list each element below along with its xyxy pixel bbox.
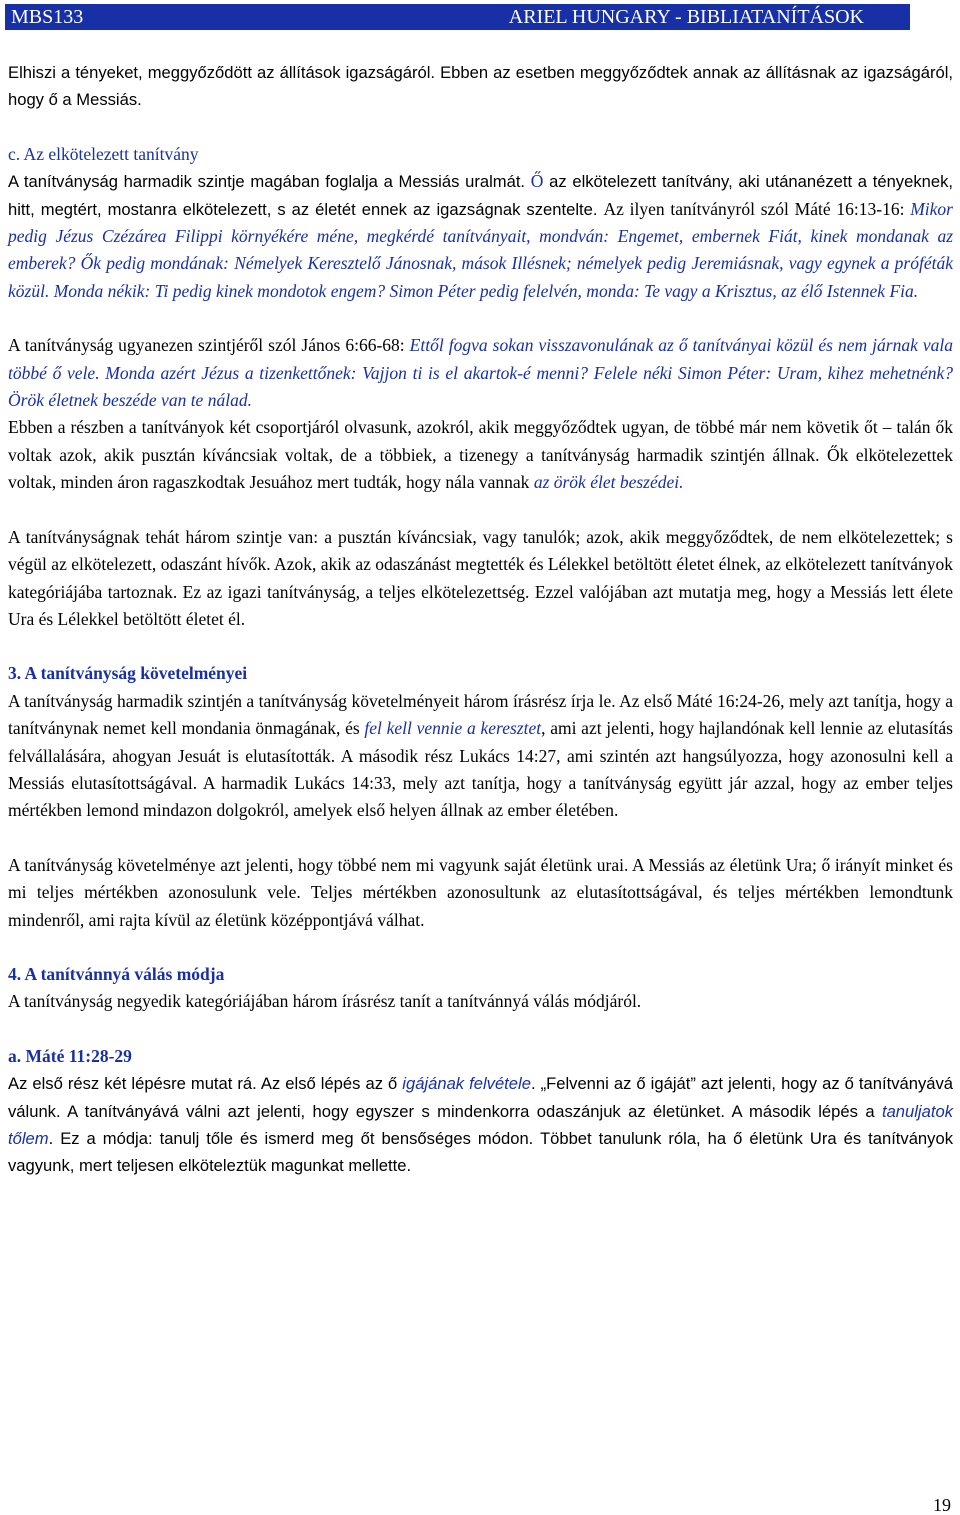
- p9-text-3: . Ez a módja: tanulj tőle és ismerd meg őt bensőséges módon. Többet tanulunk róla, ha ő életünk Ura és tanítványok vagyunk, mert teljesen elköteleztük magunkat mellette.: [8, 1129, 953, 1176]
- p3-quote: Ettől fogva sokan visszavonulának az ő tanítványai közül és nem járnak vala többé ő vele. Monda azért Jézus a tizenkettőnek: Vajjon ti is el akartok-é menni? Felele néki Simon Péter: Uram, kihez mehetnénk? Örök életnek beszéde van te nálad.: [8, 335, 953, 411]
- paragraph-3: [8, 332, 953, 414]
- paragraph-8: A tanítványság negyedik kategóriájában három írásrész tanít a tanítvánnyá válás módjáról.: [8, 991, 642, 1012]
- p2-text-2: Ő: [530, 171, 544, 192]
- p4-text-3: elkötelezettek voltak, minden áron ragaszkodtak Jesuához mert tudták, hogy nála vannak: [8, 444, 953, 493]
- paragraph-7: A tanítványság követelménye azt jelenti, hogy többé nem mi vagyunk saját életünk urai. A Messiás az életünk Ura; ő irányít minket és mi teljes mértékben azonosulunk vele. Teljes mértékben azonosultunk az elutasítottságával, és teljes mértékben lemondtunk mindenről, ami rajta kívül az életünk középpontjává válhat.: [8, 854, 953, 930]
- p6-text-2: , ami azt jelenti, hogy hajlandónak kell lennie az elutasítás felvállalására, ahogyan Jesuát is elutasították. A második rész Lukács 14:27, ami szintén azt hangsúlyozza, hogy azonosulni kell a Messiás elutasítottságával. A harmadik Lukács 14:33, mely azt tanítja, hogy a tanítványság együtt jár azzal, hogy az ember teljes mértékben lemond mindazon dolgokról, amelyek első helyen állnak az ember életében.: [8, 718, 953, 821]
- header-title: ARIEL HUNGARY - BIBLIATANÍTÁSOK: [508, 6, 864, 28]
- paragraph-1: Elhiszi a tényeket, meggyőződött az állítások igazságáról. Ebben az esetben meggyőződtek annak az állításnak az igazságáról, hogy ő a Messiás.: [8, 63, 953, 110]
- page-number: 19: [933, 1495, 951, 1515]
- page-header: [5, 4, 910, 30]
- p2-quote: Mikor pedig Jézus Czézárea Filippi környékére méne, megkérdé tanítványait, mondván: Engemet, embernek Fiát, kinek mondanak az emberek? Ők pedig mondának: Némelyek Keresztelő Jánosnak, mások Illésnek; némelyek pedig Jeremiásnak, vagy egynek a próféták közül. Monda nékik: Ti pedig kinek mondotok engem? Simon Péter pedig felelvén, monda: Te vagy a Krisztus, az élő Istennek Fia.: [8, 198, 953, 301]
- paragraph-4: [8, 414, 953, 496]
- p6-quote: fel kell vennie a keresztet: [364, 718, 542, 739]
- paragraph-2: [8, 168, 953, 305]
- p2-text-4: Az ilyen tanítványról szól Máté 16:13-16:: [603, 198, 911, 219]
- paragraph-9: [8, 1070, 953, 1180]
- paragraph-5: A tanítványságnak tehát három szintje van: a pusztán kíváncsiak, vagy tanulók; azok, akik meggyőződtek, de nem elkötelezettek; s végül az elkötelezett, odaszánt hívők. Azok, akik az odaszánást megtették és Lélekkel betöltött életet élnek, az elkötelezett tanítványok kategóriájába tartoznak. Ez az igazi tanítványság, a teljes elkötelezettség. Ezzel valójában azt mutatja meg, hogy a Messiás lett élete Ura és Lélekkel betöltött életet él.: [8, 526, 953, 629]
- p2-text-3: az elkötelezett tanítvány, aki utánanézett a tényeknek, hitt, megtért, mostanra elkötelezett, s az életét ennek az igazságnak szentelte.: [8, 172, 953, 219]
- heading-4: 4. A tanítvánnyá válás módja: [8, 963, 225, 984]
- p9-quote-2: tanuljatok tőlem: [8, 1101, 953, 1148]
- p9-quote-1: igájának felvétele: [402, 1074, 531, 1094]
- p4-quote: az örök élet beszédei.: [533, 472, 684, 493]
- p9-text-2: . „Felvenni az ő igáját” azt jelenti, hogy az ő tanítványává válunk. A tanítványává válni azt jelenti, hogy egyszer s mindenkorra odaszánjuk az életünket. A második lépés a: [8, 1074, 953, 1121]
- heading-3: 3. A tanítványság követelményei: [8, 663, 248, 684]
- p4-text-1: Ebben a részben a tanítványok két csoportjáról olvasunk, azokról, akik meggyőződtek ugyan, de többé már nem követik őt – talán ők voltak azok, akik pusztán kíváncsiak voltak, de a többiek, a tizenegy a tanítványság harmadik szintjén állnak.: [8, 417, 953, 465]
- p2-text-1: A tanítványság harmadik szintje magában foglalja a Messiás uralmát.: [8, 172, 531, 192]
- p9-text-1: Az első rész két lépésre mutat rá. Az első lépés az ő: [8, 1074, 403, 1094]
- document-body: [8, 59, 953, 1180]
- p6-text-1: A tanítványság harmadik szintjén a tanítványság követelményeit három írásrész írja le. Az első Máté 16:24-26, mely azt tanítja, hogy a tanítványnak nemet kell mondania önmagának, és: [8, 690, 953, 739]
- heading-a: a. Máté 11:28-29: [8, 1045, 132, 1066]
- paragraph-6: [8, 688, 953, 825]
- p4-text-2: Ők: [826, 444, 849, 465]
- p3-text: A tanítványság ugyanezen szintjéről szól János 6:66-68:: [8, 335, 410, 356]
- header-code: MBS133: [11, 6, 84, 28]
- heading-c: c. Az elkötelezett tanítvány: [8, 143, 199, 164]
